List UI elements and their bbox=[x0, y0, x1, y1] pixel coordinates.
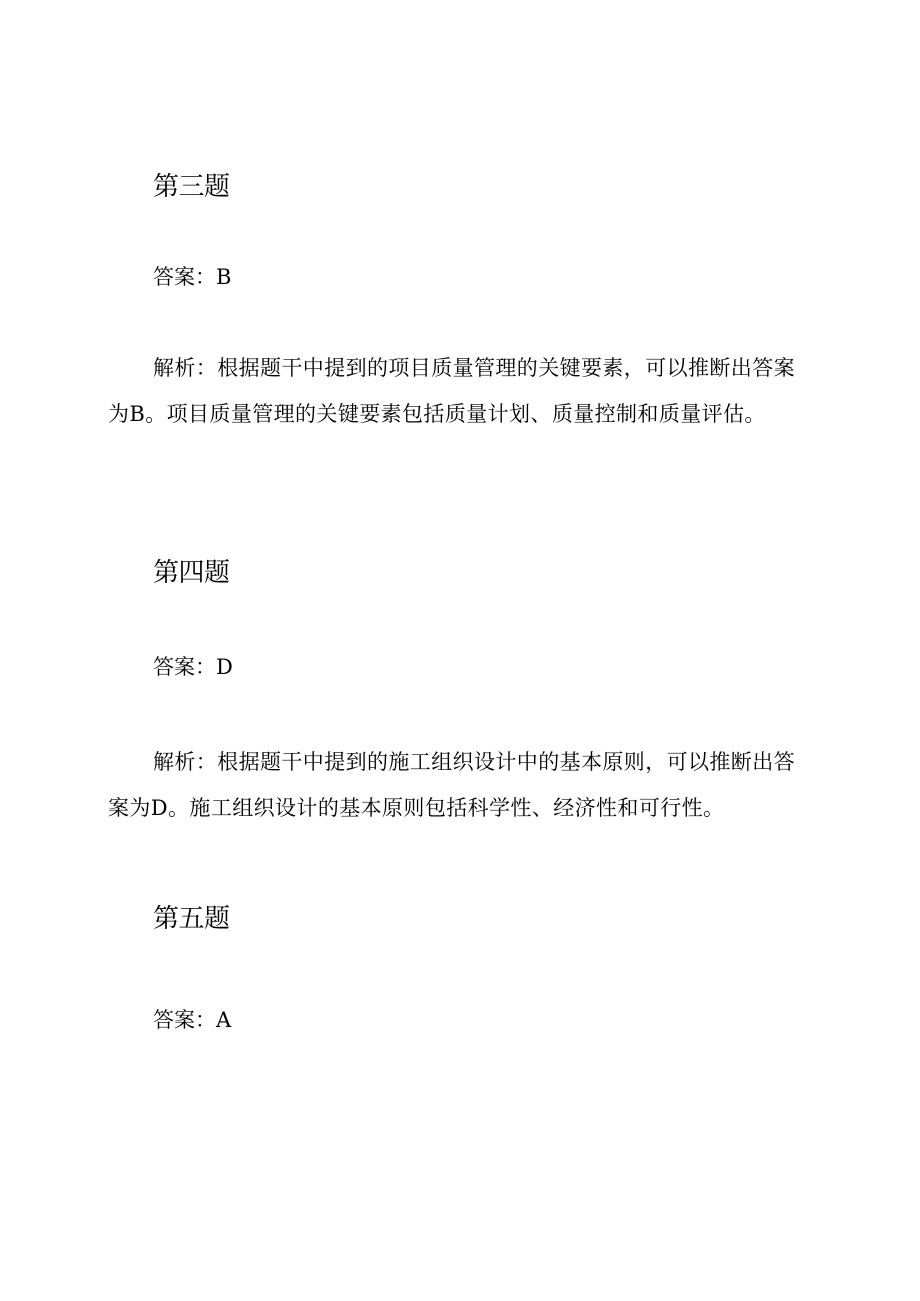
question-5-answer: 答案：A bbox=[153, 1008, 232, 1032]
question-3-answer: 答案：B bbox=[153, 265, 232, 289]
question-4-analysis: 解析：根据题干中提到的施工组织设计中的基本原则，可以推断出答案为D。施工组织设计的基本原则包括科学性、经济性和可行性。 bbox=[108, 750, 795, 820]
question-3-analysis: 解析：根据题干中提到的项目质量管理的关键要素，可以推断出答案为B。项目质量管理的关键要素包括质量计划、质量控制和质量评估。 bbox=[108, 356, 795, 426]
question-5-title: 第五题 bbox=[153, 904, 230, 934]
question-4-title: 第四题 bbox=[153, 558, 230, 588]
question-4-answer: 答案：D bbox=[153, 655, 233, 679]
question-3-title: 第三题 bbox=[153, 172, 230, 202]
